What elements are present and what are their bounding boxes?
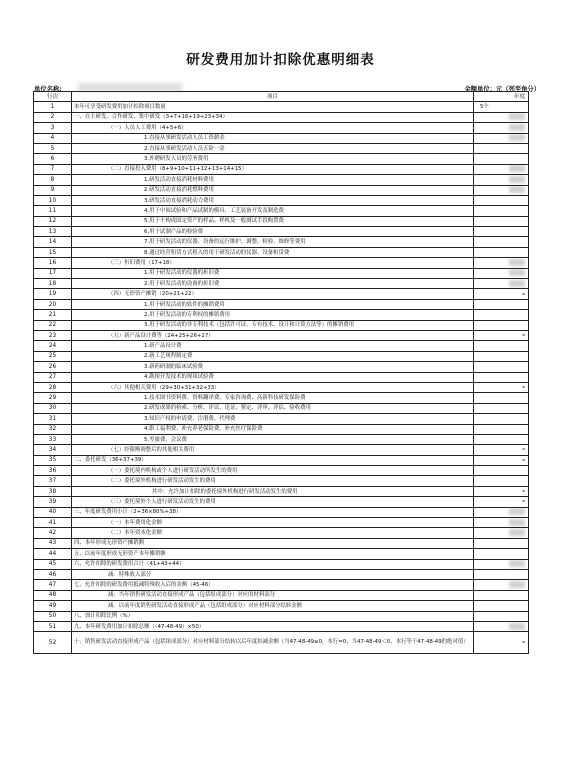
row-value xyxy=(474,476,529,486)
row-number: 51 xyxy=(34,621,72,631)
row-item-label: 1.新产品设计费 xyxy=(72,341,474,351)
row-value xyxy=(474,497,529,507)
row-value xyxy=(474,299,529,309)
row-value xyxy=(474,362,529,372)
row-number: 14 xyxy=(34,237,72,247)
table-row xyxy=(34,414,529,424)
row-number: 12 xyxy=(34,216,72,226)
table-row xyxy=(34,299,529,309)
row-value xyxy=(474,216,529,226)
row-number: 38 xyxy=(34,486,72,496)
row-value xyxy=(474,310,529,320)
row-item-label: 2.新工艺规程制定费 xyxy=(72,351,474,361)
row-number: 13 xyxy=(34,227,72,237)
table-row xyxy=(34,382,529,392)
redacted-value xyxy=(509,176,525,183)
table-row xyxy=(34,102,529,112)
redacted-value xyxy=(509,623,525,630)
row-value xyxy=(474,486,529,496)
row-number: 45 xyxy=(34,559,72,569)
table-row xyxy=(34,362,529,372)
row-number: 9 xyxy=(34,185,72,195)
row-item-label: 2.研发活动直接消耗燃料费用 xyxy=(72,185,474,195)
redacted-value xyxy=(509,134,525,141)
table-row xyxy=(34,580,529,590)
row-value xyxy=(474,549,529,559)
table-row xyxy=(34,351,529,361)
row-item-label: 七、允许扣除的研发费用抵减特殊收入后的金额（45-46） xyxy=(72,580,474,590)
row-number: 25 xyxy=(34,351,72,361)
table-row xyxy=(34,466,529,476)
row-value xyxy=(474,580,529,590)
row-item-label: 3.知识产权的申请费、注册费、代理费 xyxy=(72,414,474,424)
row-item-label: （二）直接投入费用（8+9+10+11+12+13+14+15） xyxy=(72,164,474,174)
row-value xyxy=(474,590,529,600)
table-row xyxy=(34,310,529,320)
row-item-label: 五、以前年度形成无形资产本年摊销额 xyxy=(72,549,474,559)
table-row xyxy=(34,341,529,351)
page-title: 研发费用加计扣除优惠明细表 xyxy=(186,52,375,68)
header-item: 项目 xyxy=(72,92,474,102)
row-value xyxy=(474,466,529,476)
row-item-label: 4.职工福利费、补充养老保险费、补充医疗保险费 xyxy=(72,424,474,434)
row-item-label: 减：当年销售研发活动直接形成产品（包括组成部分）对应的材料部分 xyxy=(72,590,474,600)
redacted-value xyxy=(509,186,525,193)
row-item-label: 一、自主研发、合作研发、集中研发（3+7+16+19+23+34） xyxy=(72,112,474,122)
amount-unit-label: 金额单位：元（列至角分） xyxy=(464,86,540,93)
header-row-no: 行次 xyxy=(34,92,72,102)
row-value xyxy=(474,164,529,174)
redacted-value xyxy=(509,560,525,567)
table-row xyxy=(34,538,529,548)
row-number: 36 xyxy=(34,466,72,476)
row-number: 26 xyxy=(34,362,72,372)
table-row xyxy=(34,258,529,268)
row-value xyxy=(474,237,529,247)
row-item-label: 减：以前年度销售研发活动直接形成产品（包括组成部分）对应材料部分结转金额 xyxy=(72,601,474,611)
row-value xyxy=(474,320,529,330)
table-row xyxy=(34,569,529,579)
row-item-label: 4.勘探开发技术的现场试验费 xyxy=(72,372,474,382)
row-number: 31 xyxy=(34,414,72,424)
redacted-value xyxy=(509,113,525,120)
row-item-label: 1.研发活动直接消耗材料费用 xyxy=(72,175,474,185)
table-row xyxy=(34,372,529,382)
row-value xyxy=(474,569,529,579)
row-number: 6 xyxy=(34,154,72,164)
table-row xyxy=(34,497,529,507)
row-item-label: 其中：允许加计扣除的委托境外机构进行研发活动发生的费用 xyxy=(72,486,474,496)
row-number: 11 xyxy=(34,206,72,216)
row-number: 29 xyxy=(34,393,72,403)
row-item-label: 1.用于研发活动的软件的摊销费用 xyxy=(72,299,474,309)
dash-mark: - xyxy=(522,497,525,506)
row-item-label: 三、年度研发费用小计（2+36×80%+38） xyxy=(72,507,474,517)
row-item-label: 5.差旅费、会议费 xyxy=(72,434,474,444)
redacted-value xyxy=(509,259,525,266)
dash-mark: - xyxy=(522,445,525,454)
row-item-label: 3.新药研制的临床试验费 xyxy=(72,362,474,372)
table-row xyxy=(34,434,529,444)
row-number: 42 xyxy=(34,528,72,538)
row-number: 5 xyxy=(34,143,72,153)
row-number: 2 xyxy=(34,112,72,122)
table-row xyxy=(34,279,529,289)
row-value xyxy=(474,227,529,237)
table-row xyxy=(34,590,529,600)
row-value xyxy=(474,538,529,548)
row-value xyxy=(474,154,529,164)
row-value xyxy=(474,601,529,611)
row-item-label: 1.技术图书资料费、资料翻译费、专家咨询费、高新科技研发保险费 xyxy=(72,393,474,403)
table-row xyxy=(34,403,529,413)
redacted-value xyxy=(509,165,525,172)
redacted-value xyxy=(509,581,525,588)
unit-name-label: 单位名称: xyxy=(34,86,62,93)
row-value xyxy=(474,247,529,257)
row-item-label: 1.用于研发活动的仪器的折旧费 xyxy=(72,268,474,278)
redacted-value xyxy=(509,124,525,131)
row-number: 22 xyxy=(34,320,72,330)
row-number: 44 xyxy=(34,549,72,559)
row-item-label: 四、本年形成无形资产摊销额 xyxy=(72,538,474,548)
row-number: 52 xyxy=(34,632,72,654)
table-body xyxy=(34,102,529,654)
row-item-label: （二）委托境外机构进行研发活动发生的费用 xyxy=(72,476,474,486)
table-row xyxy=(34,611,529,621)
row-value xyxy=(474,434,529,444)
table-row xyxy=(34,123,529,133)
row-item-label: （三）折旧费用（17+18） xyxy=(72,258,474,268)
row-value xyxy=(474,518,529,528)
table-row xyxy=(34,549,529,559)
row-value xyxy=(474,112,529,122)
dash-mark: - xyxy=(522,383,525,392)
table-row xyxy=(34,507,529,517)
table-row xyxy=(34,216,529,226)
row-item-label: 5.用于不构成固定资产的样品、样机及一般测试手段购置费 xyxy=(72,216,474,226)
row-item-label: 6.用于试制产品的检验费 xyxy=(72,227,474,237)
row-value xyxy=(474,559,529,569)
row-number: 15 xyxy=(34,247,72,257)
row-value xyxy=(474,621,529,631)
row-number: 7 xyxy=(34,164,72,174)
row-number: 27 xyxy=(34,372,72,382)
row-number: 41 xyxy=(34,518,72,528)
row-number: 37 xyxy=(34,476,72,486)
row-item-label: 2.研发成果的检索、分析、评议、论证、鉴定、评审、评估、验收费用 xyxy=(72,403,474,413)
row-number: 19 xyxy=(34,289,72,299)
row-number: 20 xyxy=(34,299,72,309)
row-number: 4 xyxy=(34,133,72,143)
redacted-value xyxy=(509,508,525,515)
row-item-label: 九、本年研发费用加计扣除总额（（47-48-49）×50） xyxy=(72,621,474,631)
table-row xyxy=(34,559,529,569)
row-number: 34 xyxy=(34,445,72,455)
row-value xyxy=(474,341,529,351)
table-row xyxy=(34,227,529,237)
row-value xyxy=(474,123,529,133)
table-row xyxy=(34,175,529,185)
row-item-label: 3.外聘研发人员的劳务费用 xyxy=(72,154,474,164)
row-value xyxy=(474,445,529,455)
row-value xyxy=(474,393,529,403)
row-item-label: 二、委托研发（36+37+39） xyxy=(72,455,474,465)
row-value xyxy=(474,175,529,185)
row-item-label: 3.研发活动直接消耗动力费用 xyxy=(72,195,474,205)
row-value xyxy=(474,330,529,340)
row-item-label: 1.直接从事研发活动人员工资薪金 xyxy=(72,133,474,143)
table-row xyxy=(34,112,529,122)
row-item-label: （一）本年费用化金额 xyxy=(72,518,474,528)
row-item-label: 3.用于研发活动的非专利技术（包括许可证、专有技术、设计和计算方法等）的摊销费用 xyxy=(72,320,474,330)
redacted-value xyxy=(509,269,525,276)
row-value xyxy=(474,507,529,517)
row-number: 10 xyxy=(34,195,72,205)
row-number: 1 xyxy=(34,102,72,112)
row-number: 3 xyxy=(34,123,72,133)
table-row xyxy=(34,424,529,434)
row-number: 49 xyxy=(34,601,72,611)
row-item-label: （三）委托境外个人进行研发活动发生的费用 xyxy=(72,497,474,507)
table-row xyxy=(34,445,529,455)
row-value xyxy=(474,289,529,299)
dash-mark: - xyxy=(522,455,525,464)
table-row xyxy=(34,621,529,631)
table-row xyxy=(34,330,529,340)
row-item-label: （二）本年资本化金额 xyxy=(72,528,474,538)
row-value xyxy=(474,279,529,289)
row-value xyxy=(474,611,529,621)
row-number: 46 xyxy=(34,569,72,579)
row-number: 17 xyxy=(34,268,72,278)
deduction-table xyxy=(33,91,529,654)
row-number: 8 xyxy=(34,175,72,185)
table-row xyxy=(34,206,529,216)
table-row xyxy=(34,601,529,611)
table-row xyxy=(34,247,529,257)
row-number: 50 xyxy=(34,611,72,621)
row-value xyxy=(474,372,529,382)
row-number: 18 xyxy=(34,279,72,289)
row-value xyxy=(474,268,529,278)
table-row xyxy=(34,393,529,403)
row-value xyxy=(474,528,529,538)
row-item-label: （七）经限额调整后的其他相关费用 xyxy=(72,445,474,455)
table-row xyxy=(34,237,529,247)
dash-mark: - xyxy=(522,331,525,340)
row-item-label: 2.用于研发活动的设备的折旧费 xyxy=(72,279,474,289)
table-row xyxy=(34,195,529,205)
row-number: 43 xyxy=(34,538,72,548)
row-value xyxy=(474,414,529,424)
row-item-label: 六、允许扣除的研发费用合计（41+43+44） xyxy=(72,559,474,569)
row-value xyxy=(474,351,529,361)
row-value xyxy=(474,424,529,434)
table-row xyxy=(34,320,529,330)
table-row xyxy=(34,268,529,278)
row-item-label: 减：特殊收入部分 xyxy=(72,569,474,579)
row-number: 32 xyxy=(34,424,72,434)
row-item-label: （一）人员人工费用（4+5+6） xyxy=(72,123,474,133)
redacted-unit-name xyxy=(78,83,182,91)
row-item-label: （六）其他相关费用（29+30+31+32+33） xyxy=(72,382,474,392)
row-item-label: 2.用于研发活动的专利权的摊销费用 xyxy=(72,310,474,320)
row-number: 28 xyxy=(34,382,72,392)
row-value: 5个 xyxy=(474,102,529,112)
row-value xyxy=(474,403,529,413)
redacted-value xyxy=(509,519,525,526)
row-number: 21 xyxy=(34,310,72,320)
redacted-value xyxy=(509,280,525,287)
row-value xyxy=(474,382,529,392)
table-row xyxy=(34,164,529,174)
row-number: 24 xyxy=(34,341,72,351)
table-row xyxy=(34,133,529,143)
table-row xyxy=(34,143,529,153)
table-row xyxy=(34,289,529,299)
row-value xyxy=(474,143,529,153)
row-number: 33 xyxy=(34,434,72,444)
table-header-row xyxy=(34,92,529,102)
row-item-label: 4.用于中间试验和产品试制的模具、工艺装备开发及制造费 xyxy=(72,206,474,216)
row-item-label: 7.用于研发活动的仪器、设备的运行维护、调整、检验、维修等费用 xyxy=(72,237,474,247)
row-value xyxy=(474,195,529,205)
row-item-label: 8.通过经营租赁方式租入的用于研发活动的仪器、设备租赁费 xyxy=(72,247,474,257)
row-value xyxy=(474,133,529,143)
dash-mark: - xyxy=(522,638,525,647)
row-number: 16 xyxy=(34,258,72,268)
table-row xyxy=(34,455,529,465)
row-number: 39 xyxy=(34,497,72,507)
dash-mark: - xyxy=(522,289,525,298)
table-row xyxy=(34,632,529,654)
table-row xyxy=(34,476,529,486)
table-row xyxy=(34,154,529,164)
row-value xyxy=(474,206,529,216)
table-row xyxy=(34,528,529,538)
row-number: 48 xyxy=(34,590,72,600)
row-number: 47 xyxy=(34,580,72,590)
row-number: 30 xyxy=(34,403,72,413)
row-item-label: （五）新产品设计费等（24+25+26+27） xyxy=(72,330,474,340)
row-value xyxy=(474,185,529,195)
row-item-label: （一）委托境内机构或个人进行研发活动所发生的费用 xyxy=(72,466,474,476)
redacted-value xyxy=(509,529,525,536)
row-value xyxy=(474,258,529,268)
dash-mark: - xyxy=(522,487,525,496)
row-item-label: 十、销售研发活动直接形成产品（包括组成部分）对应材料部分结转以后年度扣减金额（当47-48-49≥0，本行=0；当47-48-49＜0，本行等于47-48-49的绝对值） xyxy=(72,632,474,654)
table-row xyxy=(34,486,529,496)
row-number: 40 xyxy=(34,507,72,517)
table-row xyxy=(34,518,529,528)
table-row xyxy=(34,185,529,195)
row-value xyxy=(474,632,529,654)
row-item-label: 2.直接从事研发活动人员五险一金 xyxy=(72,143,474,153)
row-number: 35 xyxy=(34,455,72,465)
row-item-label: 八、加计扣除比例（%） xyxy=(72,611,474,621)
row-value xyxy=(474,455,529,465)
row-item-label: （四）无形资产摊销（20+21+22） xyxy=(72,289,474,299)
row-item-label: 本年可享受研发费用加计扣除项目数量 xyxy=(72,102,474,112)
row-number: 23 xyxy=(34,330,72,340)
header-year: 年度 xyxy=(474,92,529,102)
